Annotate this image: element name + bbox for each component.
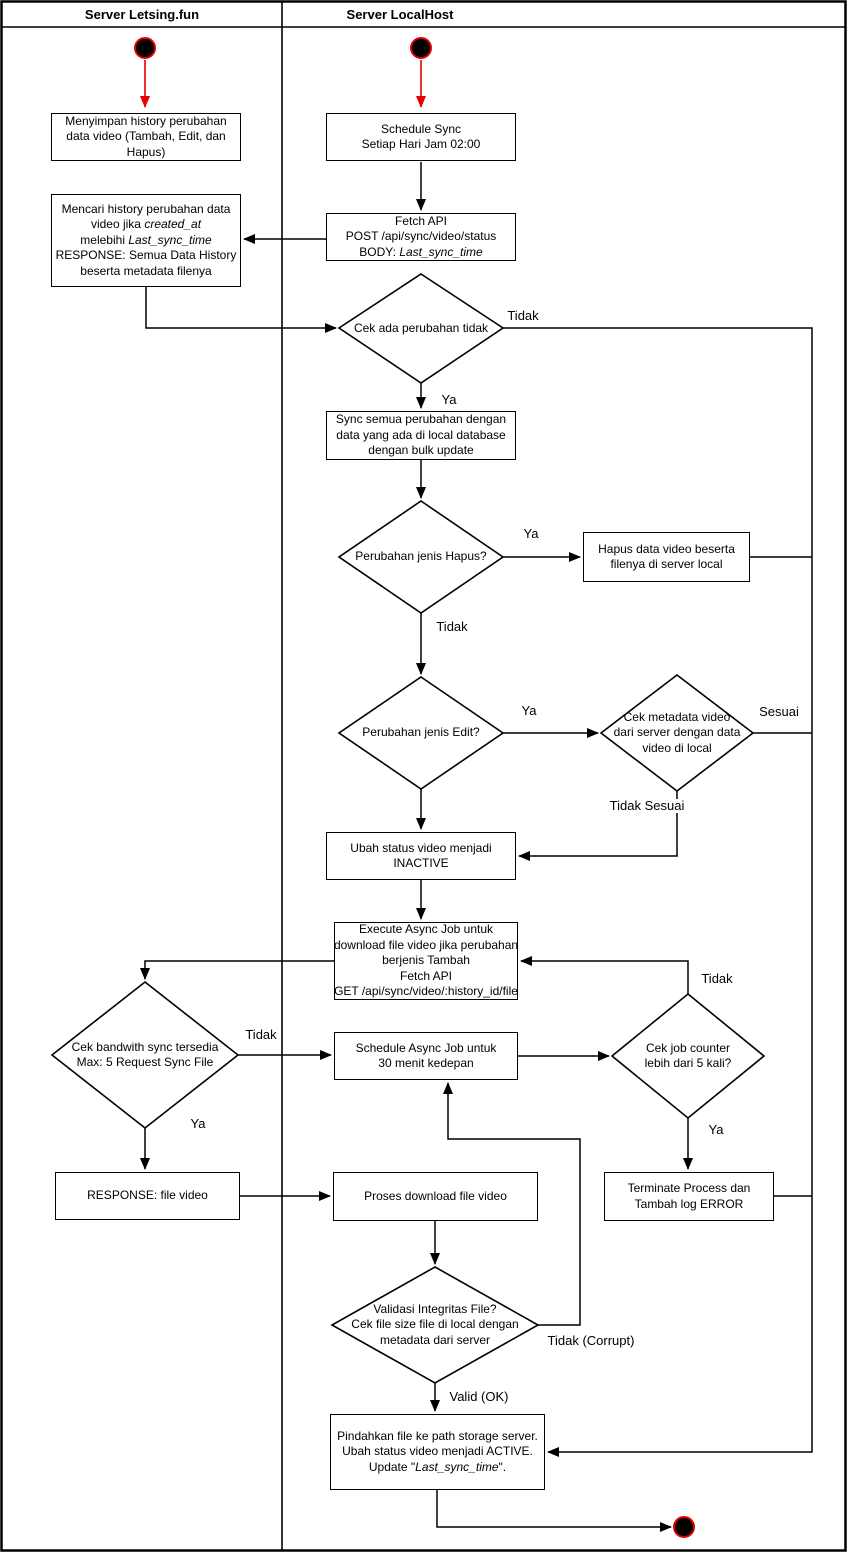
edge-pindahkan-to-end <box>437 1490 671 1527</box>
process-schedule-sync: Schedule Sync Setiap Hari Jam 02:00 <box>326 113 516 161</box>
edge-execute-to-bandwith-decision <box>145 961 334 979</box>
edge-label-hapus-ya: Ya <box>523 526 539 541</box>
edge-label-bandwith-ya: Ya <box>190 1116 206 1131</box>
decision-label-cek-job-counter: Cek job counter lebih dari 5 kali? <box>644 1040 732 1070</box>
decision-label-cek-metadata: Cek metadata video dari server dengan data video di local <box>613 709 741 755</box>
edge-label-hapus-tidak: Tidak <box>436 619 468 634</box>
end-node <box>674 1517 694 1537</box>
process-terminate-error: Terminate Process dan Tambah log ERROR <box>604 1172 774 1221</box>
edge-jobcounter-tidak-to-execute <box>521 961 688 994</box>
process-fetch-api: Fetch API POST /api/sync/video/status BODY: Last_sync_time <box>326 213 516 261</box>
decision-label-perubahan-hapus: Perubahan jenis Hapus? <box>355 549 487 564</box>
decision-label-cek-perubahan: Cek ada perubahan tidak <box>353 320 489 335</box>
decision-label-perubahan-edit: Perubahan jenis Edit? <box>362 725 480 740</box>
process-hapus-data-video: Hapus data video beserta filenya di server local <box>583 532 750 582</box>
process-schedule-async-job: Schedule Async Job untuk 30 menit kedepan <box>334 1032 518 1080</box>
decision-label-cek-bandwith: Cek bandwith sync tersedia Max: 5 Request Sync File <box>71 1039 219 1069</box>
start-node-lane1 <box>135 38 155 58</box>
process-mencari-history: Mencari history perubahan data video jika created_at melebihi Last_sync_time RESPONSE: Semua Data History beserta metadata filenya <box>51 194 241 287</box>
edge-tidak-rail-to-pindahkan <box>503 328 812 1452</box>
process-pindahkan-file: Pindahkan file ke path storage server. Ubah status video menjadi ACTIVE. Update "Last_sync_time". <box>330 1414 545 1490</box>
edge-label-metadata-sesuai: Sesuai <box>759 704 799 719</box>
edge-label-validasi-corrupt: Tidak (Corrupt) <box>547 1333 635 1348</box>
lane-header-letsing-fun: Server Letsing.fun <box>84 7 200 22</box>
process-sync-semua: Sync semua perubahan dengan data yang ada di local database dengan bulk update <box>326 411 516 460</box>
process-ubah-status-inactive: Ubah status video menjadi INACTIVE <box>326 832 516 880</box>
edge-label-bandwith-tidak: Tidak <box>245 1027 277 1042</box>
edge-label-perubahan-ya: Ya <box>441 392 457 407</box>
lane-header-localhost: Server LocalHost <box>346 7 454 22</box>
decision-label-validasi-integritas: Validasi Integritas File? Cek file size file di local dengan metadata dari server <box>351 1301 519 1347</box>
edge-label-perubahan-tidak: Tidak <box>507 308 539 323</box>
process-execute-async-job: Execute Async Job untuk download file video jika perubahan berjenis Tambah Fetch API GET /api/sync/video/:history_id/file <box>333 922 519 999</box>
edge-label-metadata-tidak-sesuai: Tidak Sesuai <box>609 798 685 813</box>
process-proses-download: Proses download file video <box>333 1172 538 1221</box>
edge-label-jobcounter-ya: Ya <box>708 1122 724 1137</box>
process-response-file-video: RESPONSE: file video <box>55 1172 240 1220</box>
edge-label-edit-ya: Ya <box>521 703 537 718</box>
edge-label-jobcounter-tidak: Tidak <box>701 971 733 986</box>
edge-label-validasi-valid: Valid (OK) <box>449 1389 509 1404</box>
start-node-lane2 <box>411 38 431 58</box>
process-menyimpan-history: Menyimpan history perubahan data video (Tambah, Edit, dan Hapus) <box>51 113 241 161</box>
edge-mencari-to-cek-perubahan <box>146 287 336 328</box>
